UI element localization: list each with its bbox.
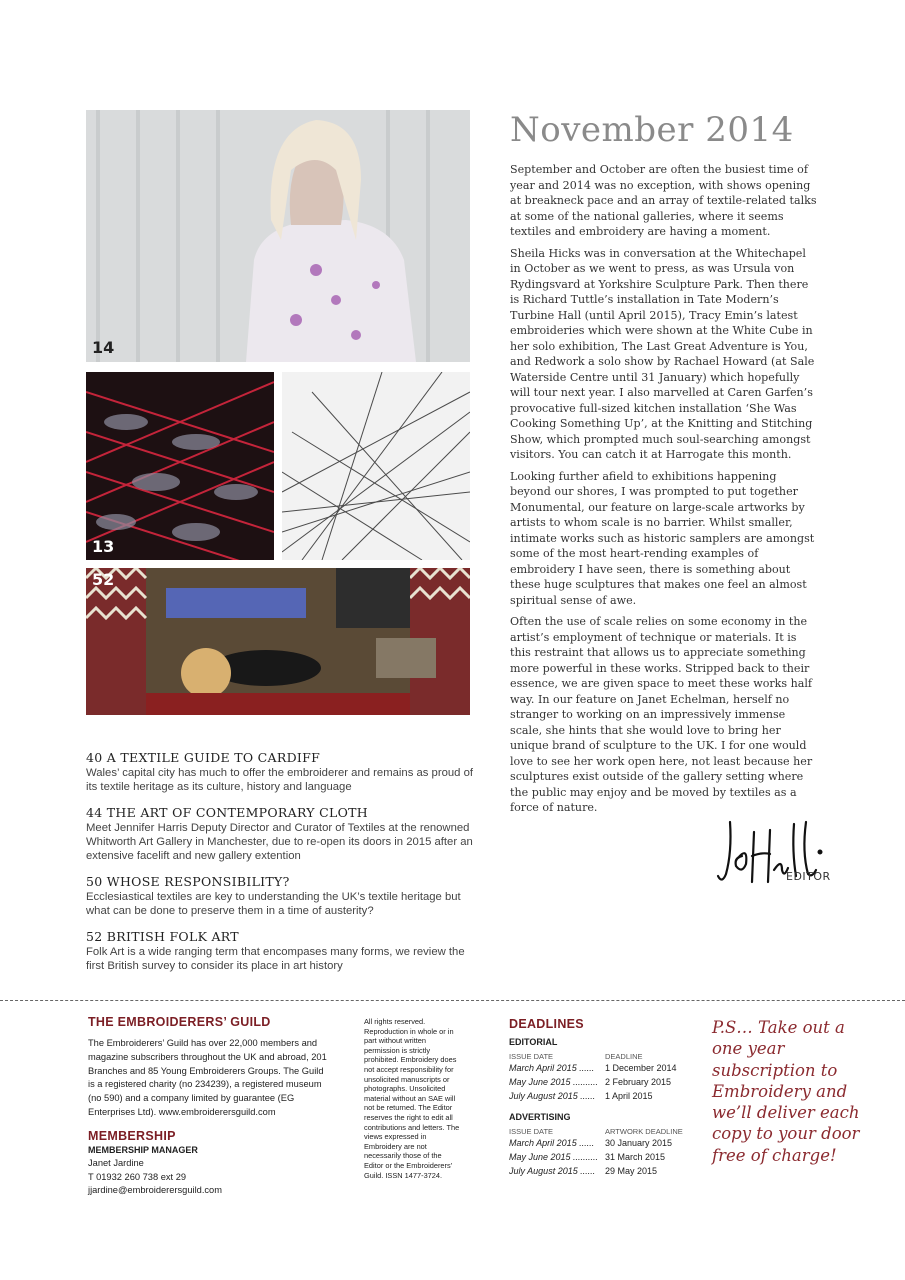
contents-item-desc: Folk Art is a wide ranging term that encompases many forms, we review the first British survey to consider its place in art history bbox=[86, 946, 465, 972]
folk-art-quilt-photo bbox=[86, 568, 470, 715]
guild-info bbox=[88, 1015, 328, 1120]
deadlines-panel bbox=[509, 1017, 689, 1178]
deadline-row: March April 2015 ...... 30 January 2015 bbox=[509, 1138, 673, 1148]
editorial-title: November 2014 bbox=[510, 110, 794, 150]
contents-item-title: 52 BRITISH FOLK ART bbox=[86, 929, 239, 944]
deadlines-heading: DEADLINES bbox=[509, 1017, 584, 1031]
editorial-body bbox=[510, 162, 820, 822]
contents-item-desc: Wales’ capital city has much to offer the embroiderer and remains as proud of its textile heritage as its culture, history and language bbox=[86, 767, 474, 793]
editorial-paragraph: Often the use of scale relies on some economy in the artist’s employment of technique or materials. It is this restraint that allows us to appreciate something more powerful in these works. Stripped back to their essence, we are given space to meet these works half way. In our feature on Janet Echelman, herself no stranger to working on an impressively immense scale, she hints that she would love to bring her unique brand of sculpture to the UK. I for one would love to see her work open here, not least because her sculptures exist outside of the gallery setting where the public may enjoy and be moved by textiles as a force of nature. bbox=[510, 615, 813, 814]
fashion-photo bbox=[86, 110, 470, 362]
membership-email[interactable]: jjardine@embroiderersguild.com bbox=[88, 1185, 222, 1195]
image-page-label: 14 bbox=[92, 338, 115, 357]
membership-phone: T 01932 260 738 ext 29 bbox=[88, 1171, 187, 1182]
deadline-row: March April 2015 ...... 1 December 2014 bbox=[509, 1063, 677, 1073]
woven-textile-photo bbox=[86, 372, 274, 560]
contents-list bbox=[86, 750, 476, 984]
membership-manager-label: MEMBERSHIP MANAGER bbox=[88, 1144, 198, 1155]
contents-item-title: 40 A TEXTILE GUIDE TO CARDIFF bbox=[86, 750, 321, 765]
deadline-row: May June 2015 .......... 2 February 2015 bbox=[509, 1077, 672, 1087]
advertising-deadlines-label: ADVERTISING bbox=[509, 1112, 571, 1122]
contents-item[interactable] bbox=[86, 929, 476, 973]
contents-item[interactable] bbox=[86, 874, 476, 918]
rights-notice: All rights reserved. Reproduction in whole or in part without written permission is strictly prohibited. Embroidery does not accept responsibility for unsolicited manuscripts or photographs. Unsolicited material without an SAE will not be returned. The Editor reserves the right to edit all contributions and letters. The views expressed in Embroidery are not necessarily those of the Editor or the Embroiderers’ Guild. ISSN 1477-3724. bbox=[364, 1017, 460, 1180]
guild-text: The Embroiderers’ Guild has over 22,000 members and magazine subscribers throughout the UK and abroad, 201 Branches and 85 Young Embroiderers Groups. The Guild is a registered charity (no 234239), a registered museum (no 590) and a company limited by guarantee (EG Enterprises Ltd). www.embroiderersguild.com bbox=[88, 1038, 327, 1117]
contents-item-title: 44 THE ART OF CONTEMPORARY CLOTH bbox=[86, 805, 368, 820]
deadline-row: May June 2015 .......... 31 March 2015 bbox=[509, 1152, 666, 1162]
subscription-promo: P.S… Take out a one year subscription to Embroidery and we’ll deliver each copy to your door free of charge! bbox=[712, 1018, 860, 1165]
deadline-columns: ISSUE DATE DEADLINE bbox=[509, 1052, 643, 1061]
editorial-paragraph: Looking further afield to exhibitions happening beyond our shores, I was prompted to put together Monumental, our feature on large-scale artworks by artists to whom scale is no barrier. Whilst smaller, intimate works such as historic samplers are amongst some of the most heart-rending examples of embroidery I have seen, there is something about these huge sculptures that makes one feel an almost spiritual sense of awe. bbox=[510, 469, 815, 607]
contents-item-desc: Meet Jennifer Harris Deputy Director and Curator of Textiles at the renowned Whitworth Art Gallery in Manchester, due to re-open its doors in 2015 after an extensive facelift and new gallery extention bbox=[86, 822, 473, 862]
editorial-paragraph: September and October are often the busiest time of year and 2014 was no exception, with shows opening at breakneck pace and an array of textile-related talks at some of the national galleries, where it seems textiles and embroidery are having a moment. bbox=[510, 163, 817, 238]
image-page-label: 13 bbox=[92, 537, 115, 556]
editorial-paragraph: Sheila Hicks was in conversation at the Whitechapel in October as we went to press, as was Ursula von Rydingsvard at Yorkshire Sculpture Park. Then there is Richard Tuttle’s installation in Tate Modern’s Turbine Hall (until April 2015), Tracy Emin’s latest embroideries which were shown at the White Cube in her solo exhibition, The Last Great Adventure is You, and Redwork a solo show by Rachael Howard (at Sale Waterside Centre until 31 January) which hopefully will tour next year. I also marvelled at Caren Garfen’s provocative full-sized kitchen installation ‘She Was Cooking Something Up’, at the Knitting and Stitching Show, which prompted much soul-searching amongst visitors. You can catch it at Harrogate this month. bbox=[510, 246, 815, 461]
contents-item[interactable] bbox=[86, 805, 476, 863]
string-sculpture-photo bbox=[282, 372, 470, 560]
contents-item-title: 50 WHOSE RESPONSIBILITY? bbox=[86, 874, 290, 889]
deadline-row: July August 2015 ...... 29 May 2015 bbox=[509, 1166, 658, 1176]
editorial-deadlines-label: EDITORIAL bbox=[509, 1037, 558, 1047]
deadline-row: July August 2015 ...... 1 April 2015 bbox=[509, 1091, 653, 1101]
contents-item[interactable] bbox=[86, 750, 476, 794]
image-page-label: 52 bbox=[92, 570, 115, 589]
contents-item-desc: Ecclesiastical textiles are key to understanding the UK’s textile heritage but what can be done to preserve them in a time of austerity? bbox=[86, 891, 461, 917]
editor-role: EDITOR bbox=[786, 870, 831, 883]
membership-info bbox=[88, 1130, 328, 1198]
membership-heading: MEMBERSHIP bbox=[88, 1129, 176, 1143]
membership-name: Janet Jardine bbox=[88, 1158, 144, 1168]
deadline-columns: ISSUE DATE ARTWORK DEADLINE bbox=[509, 1127, 683, 1136]
guild-heading: THE EMBROIDERERS’ GUILD bbox=[88, 1015, 271, 1029]
section-divider bbox=[0, 1000, 905, 1001]
